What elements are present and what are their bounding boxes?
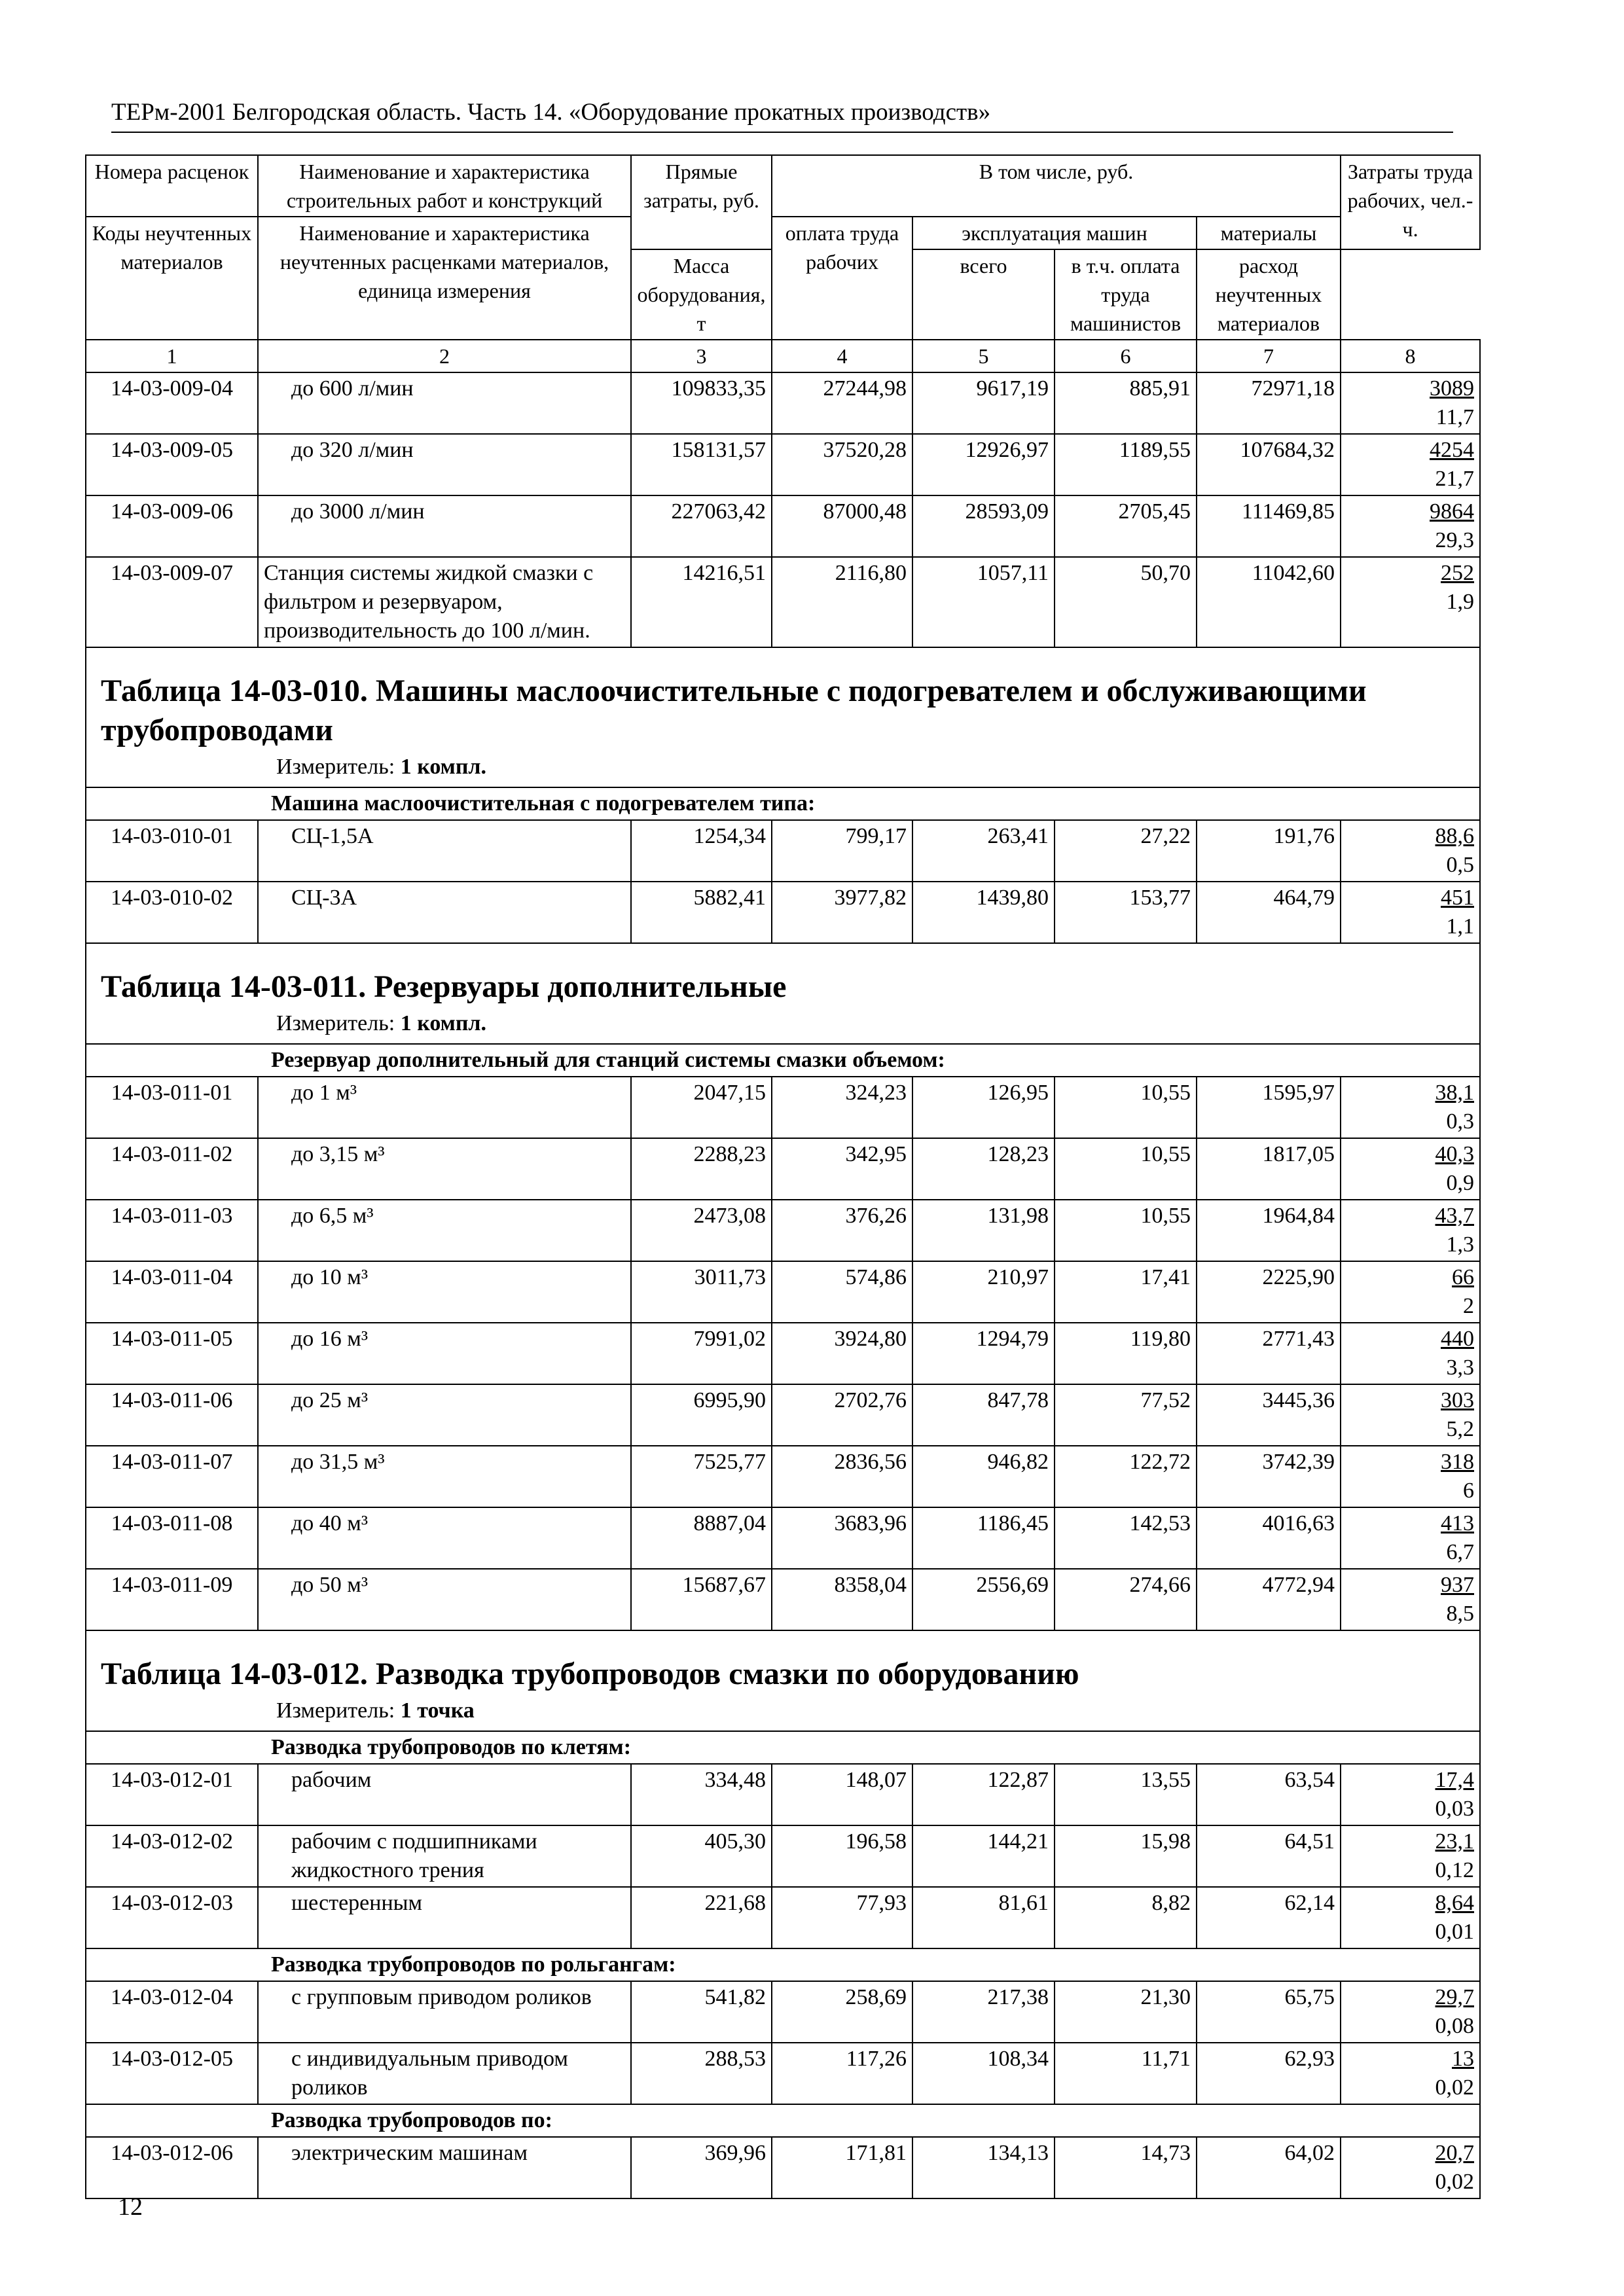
labor-costs-value: 17,4 — [1435, 1768, 1475, 1792]
price-table-sheet — [85, 154, 1479, 2199]
labor-and-mass-cell — [1341, 820, 1480, 882]
rate-name: с индивидуальным приводом роликов — [258, 2043, 631, 2104]
labor-and-mass-cell — [1341, 882, 1480, 943]
direct-costs-value: 2473,08 — [631, 1200, 772, 1261]
materials-value: 107684,32 — [1197, 434, 1341, 495]
col-materials: материалы — [1197, 217, 1341, 249]
direct-costs-value: 369,96 — [631, 2137, 772, 2198]
rate-code: 14-03-012-06 — [86, 2137, 258, 2198]
worker-pay-value: 3683,96 — [772, 1507, 912, 1569]
equipment-mass-value: 0,12 — [1435, 1858, 1475, 1882]
direct-costs-value: 541,82 — [631, 1981, 772, 2043]
materials-value: 64,02 — [1197, 2137, 1341, 2198]
table-row — [86, 557, 1480, 647]
col-labor-costs: Затраты труда рабочих, чел.-ч. — [1341, 155, 1480, 249]
table-row — [86, 1138, 1480, 1200]
col-number: 5 — [912, 340, 1055, 372]
worker-pay-value: 196,58 — [772, 1825, 912, 1887]
machine-cost-value: 1186,45 — [912, 1507, 1055, 1569]
worker-pay-value: 2116,80 — [772, 557, 912, 647]
col-number: 8 — [1341, 340, 1480, 372]
equipment-mass-value: 0,9 — [1446, 1171, 1475, 1195]
direct-costs-value: 227063,42 — [631, 495, 772, 557]
measure-line — [92, 1009, 1474, 1042]
labor-costs-value: 40,3 — [1435, 1142, 1475, 1166]
machine-cost-value: 122,87 — [912, 1764, 1055, 1825]
table-row — [86, 1261, 1480, 1323]
direct-costs-value: 3011,73 — [631, 1261, 772, 1323]
labor-costs-value: 20,7 — [1435, 2141, 1475, 2165]
labor-and-mass-cell — [1341, 1507, 1480, 1569]
section-heading-row — [86, 1630, 1480, 1731]
rate-name: электрическим машинам — [258, 2137, 631, 2198]
rate-code: 14-03-011-02 — [86, 1138, 258, 1200]
driver-pay-value: 274,66 — [1055, 1569, 1197, 1630]
labor-costs-value: 318 — [1441, 1450, 1475, 1474]
equipment-mass-value: 6,7 — [1446, 1540, 1475, 1564]
table-row — [86, 1200, 1480, 1261]
rate-name: Станция системы жидкой смазки с фильтром и резервуаром, производительность до 100 л/мин. — [258, 557, 631, 647]
worker-pay-value: 3977,82 — [772, 882, 912, 943]
materials-value: 63,54 — [1197, 1764, 1341, 1825]
labor-and-mass-cell — [1341, 1261, 1480, 1323]
direct-costs-value: 2047,15 — [631, 1077, 772, 1138]
direct-costs-value: 8887,04 — [631, 1507, 772, 1569]
worker-pay-value: 258,69 — [772, 1981, 912, 2043]
table-row — [86, 1569, 1480, 1630]
machine-cost-value: 144,21 — [912, 1825, 1055, 1887]
rate-code: 14-03-010-01 — [86, 820, 258, 882]
table-row — [86, 820, 1480, 882]
col-machine-operation: эксплуатация машин — [912, 217, 1197, 249]
page-header: ТЕРм-2001 Белгородская область. Часть 14. «Оборудование прокатных производств» — [111, 98, 1453, 133]
col-direct-costs: Прямые затраты, руб. — [631, 155, 772, 249]
materials-value: 1964,84 — [1197, 1200, 1341, 1261]
subheader-label: Разводка трубопроводов по клетям: — [86, 1731, 1480, 1764]
worker-pay-value: 148,07 — [772, 1764, 912, 1825]
labor-costs-value: 4254 — [1430, 438, 1475, 462]
driver-pay-value: 142,53 — [1055, 1507, 1197, 1569]
labor-costs-value: 3089 — [1430, 376, 1475, 401]
machine-cost-value: 1057,11 — [912, 557, 1055, 647]
machine-cost-value: 210,97 — [912, 1261, 1055, 1323]
direct-costs-value: 1254,34 — [631, 820, 772, 882]
driver-pay-value: 119,80 — [1055, 1323, 1197, 1384]
equipment-mass-value: 1,3 — [1446, 1232, 1475, 1257]
driver-pay-value: 50,70 — [1055, 557, 1197, 647]
rate-name: до 40 м³ — [258, 1507, 631, 1569]
machine-cost-value: 1294,79 — [912, 1323, 1055, 1384]
direct-costs-value: 405,30 — [631, 1825, 772, 1887]
rate-name: до 3,15 м³ — [258, 1138, 631, 1200]
rate-code: 14-03-011-05 — [86, 1323, 258, 1384]
rate-name: рабочим с подшипниками жидкостного трения — [258, 1825, 631, 1887]
direct-costs-value: 288,53 — [631, 2043, 772, 2104]
driver-pay-value: 27,22 — [1055, 820, 1197, 882]
equipment-mass-value: 0,3 — [1446, 1109, 1475, 1134]
driver-pay-value: 77,52 — [1055, 1384, 1197, 1446]
direct-costs-value: 15687,67 — [631, 1569, 772, 1630]
rate-code: 14-03-011-07 — [86, 1446, 258, 1507]
labor-costs-value: 440 — [1441, 1327, 1475, 1351]
worker-pay-value: 574,86 — [772, 1261, 912, 1323]
rate-name: до 10 м³ — [258, 1261, 631, 1323]
labor-and-mass-cell — [1341, 372, 1480, 434]
worker-pay-value: 27244,98 — [772, 372, 912, 434]
materials-value: 2225,90 — [1197, 1261, 1341, 1323]
subheader-label: Машина маслоочистительная с подогревателем типа: — [86, 787, 1480, 820]
rate-code: 14-03-012-04 — [86, 1981, 258, 2043]
materials-value: 65,75 — [1197, 1981, 1341, 2043]
equipment-mass-value: 0,02 — [1435, 2075, 1475, 2100]
rate-code: 14-03-009-07 — [86, 557, 258, 647]
col-work-name: Наименование и характеристика строительных работ и конструкций — [258, 155, 631, 217]
labor-costs-value: 43,7 — [1435, 1204, 1475, 1228]
labor-and-mass-cell — [1341, 1384, 1480, 1446]
rate-code: 14-03-009-05 — [86, 434, 258, 495]
worker-pay-value: 376,26 — [772, 1200, 912, 1261]
direct-costs-value: 334,48 — [631, 1764, 772, 1825]
rate-name: с групповым приводом роликов — [258, 1981, 631, 2043]
subheader-label: Разводка трубопроводов по рольгангам: — [86, 1948, 1480, 1981]
driver-pay-value: 17,41 — [1055, 1261, 1197, 1323]
measure-label: Измеритель: — [276, 1011, 395, 1035]
rate-code: 14-03-011-01 — [86, 1077, 258, 1138]
table-row — [86, 1323, 1480, 1384]
labor-and-mass-cell — [1341, 1138, 1480, 1200]
machine-cost-value: 847,78 — [912, 1384, 1055, 1446]
materials-value: 111469,85 — [1197, 495, 1341, 557]
subheader-row — [86, 1948, 1480, 1981]
worker-pay-value: 342,95 — [772, 1138, 912, 1200]
col-number: 4 — [772, 340, 912, 372]
direct-costs-value: 221,68 — [631, 1887, 772, 1948]
direct-costs-value: 5882,41 — [631, 882, 772, 943]
table-row — [86, 1384, 1480, 1446]
materials-value: 1595,97 — [1197, 1077, 1341, 1138]
subheader-label: Разводка трубопроводов по: — [86, 2104, 1480, 2137]
worker-pay-value: 324,23 — [772, 1077, 912, 1138]
equipment-mass-value: 0,01 — [1435, 1920, 1475, 1944]
driver-pay-value: 10,55 — [1055, 1138, 1197, 1200]
table-row — [86, 2043, 1480, 2104]
equipment-mass-value: 2 — [1463, 1294, 1475, 1318]
materials-value: 11042,60 — [1197, 557, 1341, 647]
machine-cost-value: 9617,19 — [912, 372, 1055, 434]
section-title: Таблица 14-03-010. Машины маслоочистительные с подогревателем и обслуживающими трубопроводами — [101, 673, 1367, 747]
labor-costs-value: 88,6 — [1435, 824, 1475, 848]
driver-pay-value: 122,72 — [1055, 1446, 1197, 1507]
materials-value: 4016,63 — [1197, 1507, 1341, 1569]
equipment-mass-value: 1,1 — [1446, 914, 1475, 939]
machine-cost-value: 131,98 — [912, 1200, 1055, 1261]
direct-costs-value: 7525,77 — [631, 1446, 772, 1507]
rate-name: до 50 м³ — [258, 1569, 631, 1630]
driver-pay-value: 14,73 — [1055, 2137, 1197, 2198]
driver-pay-value: 21,30 — [1055, 1981, 1197, 2043]
section-title: Таблица 14-03-012. Разводка трубопроводов смазки по оборудованию — [101, 1657, 1079, 1691]
driver-pay-value: 10,55 — [1055, 1200, 1197, 1261]
col-number: 3 — [631, 340, 772, 372]
materials-value: 191,76 — [1197, 820, 1341, 882]
machine-cost-value: 28593,09 — [912, 495, 1055, 557]
rate-name: до 3000 л/мин — [258, 495, 631, 557]
machine-cost-value: 128,23 — [912, 1138, 1055, 1200]
equipment-mass-value: 3,3 — [1446, 1355, 1475, 1380]
driver-pay-value: 13,55 — [1055, 1764, 1197, 1825]
col-number: 6 — [1055, 340, 1197, 372]
subheader-row — [86, 1044, 1480, 1077]
machine-cost-value: 946,82 — [912, 1446, 1055, 1507]
labor-and-mass-cell — [1341, 1825, 1480, 1887]
machine-cost-value: 217,38 — [912, 1981, 1055, 2043]
labor-costs-value: 413 — [1441, 1511, 1475, 1535]
machine-cost-value: 263,41 — [912, 820, 1055, 882]
measure-value: 1 компл. — [400, 755, 487, 779]
col-rate-numbers: Номера расценок — [86, 155, 258, 217]
labor-and-mass-cell — [1341, 1569, 1480, 1630]
materials-value: 72971,18 — [1197, 372, 1341, 434]
driver-pay-value: 885,91 — [1055, 372, 1197, 434]
equipment-mass-value: 0,5 — [1446, 853, 1475, 877]
col-total: всего — [912, 249, 1055, 340]
rate-name: шестеренным — [258, 1887, 631, 1948]
subheader-row — [86, 787, 1480, 820]
col-equipment-mass: Масса оборудования, т — [631, 249, 772, 340]
equipment-mass-value: 6 — [1463, 1479, 1475, 1503]
worker-pay-value: 2836,56 — [772, 1446, 912, 1507]
rate-name: до 25 м³ — [258, 1384, 631, 1446]
driver-pay-value: 8,82 — [1055, 1887, 1197, 1948]
rate-name: до 16 м³ — [258, 1323, 631, 1384]
labor-and-mass-cell — [1341, 434, 1480, 495]
subheader-label: Резервуар дополнительный для станций системы смазки объемом: — [86, 1044, 1480, 1077]
labor-costs-value: 66 — [1452, 1265, 1475, 1289]
equipment-mass-value: 0,03 — [1435, 1797, 1475, 1821]
driver-pay-value: 15,98 — [1055, 1825, 1197, 1887]
machine-cost-value: 81,61 — [912, 1887, 1055, 1948]
rate-code: 14-03-012-03 — [86, 1887, 258, 1948]
worker-pay-value: 2702,76 — [772, 1384, 912, 1446]
labor-costs-value: 451 — [1441, 886, 1475, 910]
col-number: 7 — [1197, 340, 1341, 372]
rate-code: 14-03-012-02 — [86, 1825, 258, 1887]
rate-code: 14-03-010-02 — [86, 882, 258, 943]
materials-value: 4772,94 — [1197, 1569, 1341, 1630]
col-number: 1 — [86, 340, 258, 372]
materials-value: 464,79 — [1197, 882, 1341, 943]
labor-and-mass-cell — [1341, 1077, 1480, 1138]
labor-and-mass-cell — [1341, 495, 1480, 557]
driver-pay-value: 10,55 — [1055, 1077, 1197, 1138]
labor-costs-value: 303 — [1441, 1388, 1475, 1412]
materials-value: 64,51 — [1197, 1825, 1341, 1887]
equipment-mass-value: 21,7 — [1435, 467, 1475, 491]
labor-and-mass-cell — [1341, 557, 1480, 647]
measure-line — [92, 1696, 1474, 1729]
labor-and-mass-cell — [1341, 1446, 1480, 1507]
subheader-row — [86, 1731, 1480, 1764]
direct-costs-value: 14216,51 — [631, 557, 772, 647]
driver-pay-value: 1189,55 — [1055, 434, 1197, 495]
direct-costs-value: 7991,02 — [631, 1323, 772, 1384]
col-unaccounted-name: Наименование и характеристика неучтенных расценками материалов, единица измерения — [258, 217, 631, 340]
driver-pay-value: 153,77 — [1055, 882, 1197, 943]
machine-cost-value: 108,34 — [912, 2043, 1055, 2104]
table-row — [86, 495, 1480, 557]
worker-pay-value: 37520,28 — [772, 434, 912, 495]
section-heading-row — [86, 943, 1480, 1044]
col-driver-pay: в т.ч. оплата труда машинистов — [1055, 249, 1197, 340]
col-including: В том числе, руб. — [772, 155, 1341, 217]
table-row — [86, 1077, 1480, 1138]
labor-and-mass-cell — [1341, 2137, 1480, 2198]
measure-label: Измеритель: — [276, 1698, 395, 1723]
rate-name: СЦ-1,5А — [258, 820, 631, 882]
worker-pay-value: 8358,04 — [772, 1569, 912, 1630]
table-row — [86, 1764, 1480, 1825]
page-number: 12 — [118, 2193, 143, 2221]
equipment-mass-value: 8,5 — [1446, 1602, 1475, 1626]
labor-costs-value: 23,1 — [1435, 1829, 1475, 1854]
labor-costs-value: 8,64 — [1435, 1891, 1475, 1915]
driver-pay-value: 11,71 — [1055, 2043, 1197, 2104]
labor-costs-value: 38,1 — [1435, 1081, 1475, 1105]
equipment-mass-value: 5,2 — [1446, 1417, 1475, 1441]
direct-costs-value: 158131,57 — [631, 434, 772, 495]
equipment-mass-value: 0,08 — [1435, 2014, 1475, 2038]
materials-value: 1817,05 — [1197, 1138, 1341, 1200]
equipment-mass-value: 29,3 — [1435, 528, 1475, 552]
rate-name: рабочим — [258, 1764, 631, 1825]
direct-costs-value: 6995,90 — [631, 1384, 772, 1446]
measure-label: Измеритель: — [276, 755, 395, 779]
materials-value: 2771,43 — [1197, 1323, 1341, 1384]
subheader-row — [86, 2104, 1480, 2137]
header-row-2 — [86, 217, 1480, 249]
equipment-mass-value: 11,7 — [1435, 405, 1475, 429]
materials-value: 3742,39 — [1197, 1446, 1341, 1507]
driver-pay-value: 2705,45 — [1055, 495, 1197, 557]
rate-code: 14-03-011-03 — [86, 1200, 258, 1261]
table-row — [86, 1446, 1480, 1507]
direct-costs-value: 109833,35 — [631, 372, 772, 434]
rate-code: 14-03-011-08 — [86, 1507, 258, 1569]
table-row — [86, 1981, 1480, 2043]
section-heading-row — [86, 647, 1480, 787]
rate-code: 14-03-009-04 — [86, 372, 258, 434]
worker-pay-value: 87000,48 — [772, 495, 912, 557]
rate-code: 14-03-011-06 — [86, 1384, 258, 1446]
labor-costs-value: 9864 — [1430, 499, 1475, 524]
materials-value: 3445,36 — [1197, 1384, 1341, 1446]
rate-code: 14-03-012-01 — [86, 1764, 258, 1825]
labor-costs-value: 937 — [1441, 1573, 1475, 1597]
rate-name: до 320 л/мин — [258, 434, 631, 495]
rate-name: до 600 л/мин — [258, 372, 631, 434]
table-row — [86, 1825, 1480, 1887]
table-row — [86, 372, 1480, 434]
materials-value: 62,93 — [1197, 2043, 1341, 2104]
equipment-mass-value: 0,02 — [1435, 2170, 1475, 2194]
table-row — [86, 1507, 1480, 1569]
measure-value: 1 компл. — [400, 1011, 487, 1035]
table-row — [86, 2137, 1480, 2198]
table-row — [86, 882, 1480, 943]
worker-pay-value: 117,26 — [772, 2043, 912, 2104]
rate-code: 14-03-011-09 — [86, 1569, 258, 1630]
machine-cost-value: 126,95 — [912, 1077, 1055, 1138]
col-number: 2 — [258, 340, 631, 372]
measure-line — [92, 753, 1474, 785]
labor-and-mass-cell — [1341, 1887, 1480, 1948]
rate-name: до 31,5 м³ — [258, 1446, 631, 1507]
worker-pay-value: 171,81 — [772, 2137, 912, 2198]
rate-name: до 6,5 м³ — [258, 1200, 631, 1261]
labor-and-mass-cell — [1341, 1764, 1480, 1825]
machine-cost-value: 1439,80 — [912, 882, 1055, 943]
col-worker-pay: оплата труда рабочих — [772, 217, 912, 340]
machine-cost-value: 12926,97 — [912, 434, 1055, 495]
worker-pay-value: 3924,80 — [772, 1323, 912, 1384]
labor-and-mass-cell — [1341, 1981, 1480, 2043]
rate-name: СЦ-3А — [258, 882, 631, 943]
col-unaccounted-materials: расход неучтенных материалов — [1197, 249, 1341, 340]
machine-cost-value: 134,13 — [912, 2137, 1055, 2198]
worker-pay-value: 799,17 — [772, 820, 912, 882]
table-row — [86, 1887, 1480, 1948]
machine-cost-value: 2556,69 — [912, 1569, 1055, 1630]
column-numbers-row — [86, 340, 1480, 372]
rate-code: 14-03-012-05 — [86, 2043, 258, 2104]
col-codes-unaccounted: Коды неучтенных материалов — [86, 217, 258, 340]
materials-value: 62,14 — [1197, 1887, 1341, 1948]
labor-and-mass-cell — [1341, 1323, 1480, 1384]
labor-and-mass-cell — [1341, 1200, 1480, 1261]
price-table — [85, 154, 1481, 2199]
labor-costs-value: 13 — [1452, 2047, 1475, 2071]
labor-and-mass-cell — [1341, 2043, 1480, 2104]
measure-value: 1 точка — [400, 1698, 475, 1723]
rate-code: 14-03-011-04 — [86, 1261, 258, 1323]
section-title: Таблица 14-03-011. Резервуары дополнительные — [101, 969, 787, 1004]
labor-costs-value: 252 — [1441, 561, 1475, 585]
rate-name: до 1 м³ — [258, 1077, 631, 1138]
table-row — [86, 434, 1480, 495]
worker-pay-value: 77,93 — [772, 1887, 912, 1948]
rate-code: 14-03-009-06 — [86, 495, 258, 557]
labor-costs-value: 29,7 — [1435, 1985, 1475, 2009]
equipment-mass-value: 1,9 — [1446, 590, 1475, 614]
header-row-1 — [86, 155, 1480, 217]
direct-costs-value: 2288,23 — [631, 1138, 772, 1200]
